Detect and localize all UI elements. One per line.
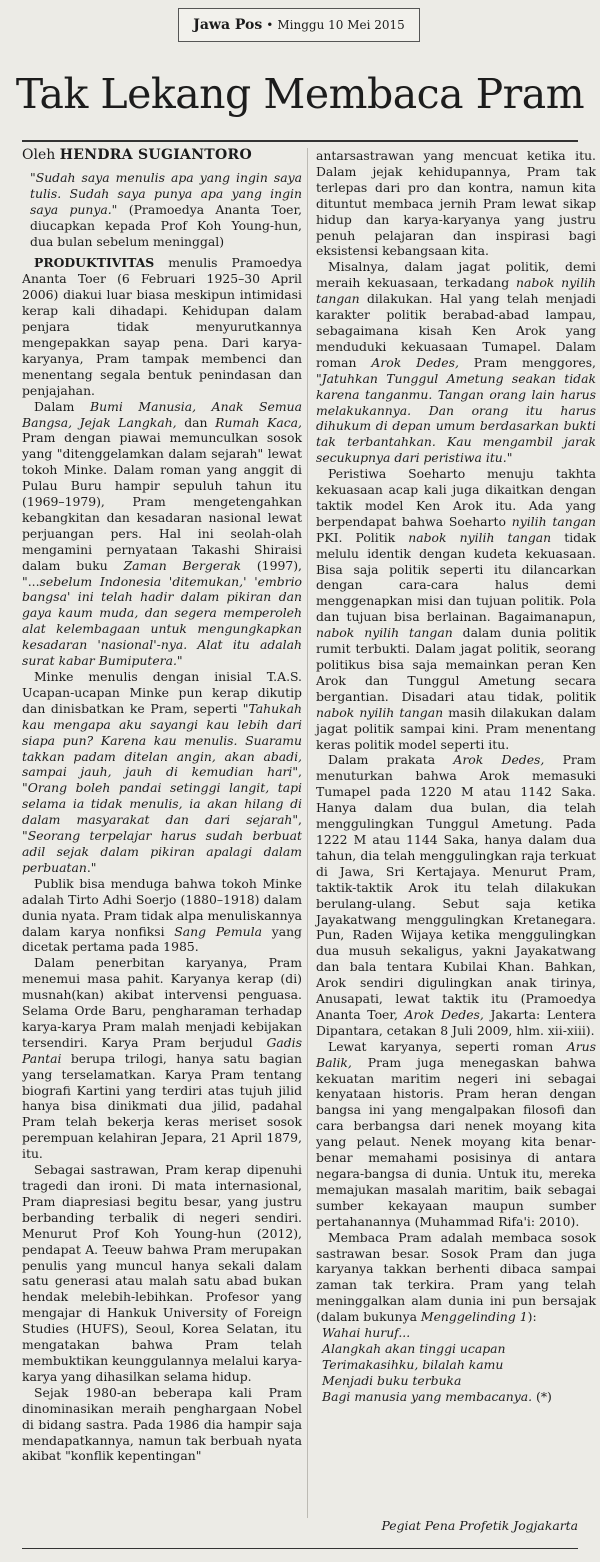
- paragraph-1: [22, 255, 302, 398]
- paragraph-4: [22, 876, 302, 956]
- book-title: Bumi Manusia, Anak Semua Bangsa, Jejak Langkah,: [22, 398, 302, 430]
- column-separator: [307, 148, 308, 1518]
- paragraph-8: [316, 259, 596, 466]
- headline-rule: [22, 140, 578, 142]
- text-run: Lewat karyanya, seperti roman: [328, 1038, 567, 1054]
- poem: [322, 1325, 596, 1405]
- javanese-term: nabok nyilih tangan: [316, 275, 596, 307]
- poem-line: Menjadi buku terbuka: [322, 1372, 462, 1388]
- epigraph-credit: (Pramoedya Ananta Toer, diucapkan kepada Prof Koh Young-hun, dua bulan sebelum meninggal): [30, 201, 302, 249]
- masthead: [178, 8, 420, 42]
- text-run: ", ": [22, 764, 302, 796]
- paragraph-10: [316, 752, 596, 1038]
- paragraph-2: [22, 399, 302, 669]
- poem-line-last: [322, 1389, 596, 1405]
- headline: Tak Lekang Membaca Pram: [15, 70, 585, 118]
- paragraph-5: [22, 955, 302, 1162]
- text-run: Pram menggores, ": [316, 354, 596, 386]
- text-run: dan: [176, 414, 216, 430]
- javanese-term: nyilih tangan: [511, 513, 596, 529]
- text-run: masih dilakukan dalam jagat politik sampai kini. Pram menentang keras politik model seperti itu.: [316, 704, 597, 752]
- text-run: Dalam prakata: [328, 752, 454, 768]
- text-run: ", ": [22, 812, 302, 844]
- quotation: Orang boleh pandai setinggi langit, tapi selama ia tidak menulis, ia akan hilang di dalam masyarakat dan dari sejarah: [22, 780, 302, 828]
- quotation: sebelum Indonesia 'ditemukan,' 'embrio bangsa' ini telah hadir dalam pikiran dan gaya kaum muda, dan segera memperoleh alat kelembagaan untuk mengungkapkan kesadaran 'nasional'-nya. Alat itu adalah surat kabar Bumiputera.": [22, 573, 302, 669]
- text-run: Pram dengan piawai memunculkan sosok yang "ditenggelamkan dalam sejarah" lewat tokoh Minke. Dalam roman yang anggit di Pulau Buru hampir sepuluh tahun itu (1969–1979), Pram mengetengahkan kebangkitan dan kesadaran nasional lewat perjuangan pers. Hal ini seolah-olah mengamini pernyataan Takashi Shiraisi dalam buku: [22, 430, 302, 573]
- quotation: Seorang terpelajar harus sudah berbuat adil sejak dalam pikiran apalagi dalam perbuatan: [22, 828, 302, 875]
- article-column-left: [22, 148, 302, 1464]
- text-run: Peristiwa Soeharto menuju takhta kekuasaan acap kali juga dikaitkan dengan taktik model Ken Arok itu. Ada yang berpendapat bahwa Soeharto: [316, 466, 596, 529]
- text-run: yang dicetak pertama pada 1985.: [22, 923, 302, 955]
- paragraph-12: [316, 1230, 596, 1325]
- text-run: Publik bisa menduga bahwa tokoh Minke adalah Tirto Adhi Soerjo (1880–1918) dalam dunia nyata. Pram tidak alpa menuliskannya dalam karya nonfiksi: [22, 875, 303, 939]
- bottom-rule: [22, 1548, 578, 1549]
- text-run: PKI. Politik: [316, 529, 409, 545]
- book-title: Zaman Bergerak: [123, 557, 241, 573]
- book-title: Rumah Kaca,: [215, 414, 302, 430]
- book-title: Arus Balik,: [316, 1038, 596, 1070]
- text-run: Dalam penerbitan karyanya, Pram menemui masa pahit. Karyanya kerap (di) musnah(kan) akibat intervensi penguasa. Selama Orde Baru, pengharaman terhadap karya-karya Pram malah menjadi kebijakan tersendiri. Karya Pram berjudul: [22, 955, 302, 1050]
- text-run: dilakukan. Hal yang telah menjadi karakter politik berabad-abad lampau, sebagaimana kisah Ken Arok yang menduduki kekuasaan Tumapel. Dalam roman: [316, 291, 596, 370]
- closing-mark: (*): [532, 1388, 552, 1404]
- book-title: Sang Pemula: [174, 923, 262, 939]
- poem-line: Terimakasihku, bilalah kamu: [322, 1356, 504, 1372]
- paragraph-7-continued: antarsastrawan yang mencuat ketika itu. Dalam jejak kehidupannya, Pram tak terlepas dari pro dan kontra, namun kita dituntut membaca jernih Pram lewat sikap hidup dan karya-karyanya yang justru penuh pelajaran dan inspirasi bagi eksistensi kebangsaan kita.: [316, 148, 596, 259]
- poem-line: Wahai huruf...: [322, 1325, 411, 1341]
- text-run: Minke menulis dengan inisial T.A.S. Ucapan-ucapan Minke pun kerap dikutip dan dinisbatkan ke Pram, seperti ": [22, 669, 302, 716]
- paragraph-7: Sejak 1980-an beberapa kali Pram dinominasikan meraih penghargaan Nobel di bidang sastra. Pada 1986 dia hampir saja mendapatkannya, namun tak berbuah nyata akibat "konflik kepentingan": [22, 1384, 302, 1464]
- author-note: Pegiat Pena Profetik Jogjakarta: [381, 1518, 578, 1533]
- paragraph-3: [22, 669, 302, 876]
- book-title: Arok Dedes,: [453, 752, 545, 768]
- javanese-term: nabok nyilih tangan: [316, 704, 444, 720]
- publication-name: Jawa Pos: [193, 17, 263, 33]
- paragraph-9: [316, 466, 596, 752]
- text-run: dalam dunia politik rumit terbukti. Dalam jagat politik, seorang politikus bisa saja memainkan peran Ken Arok dan Tunggul Ametung secara bergantian. Disadari atau tidak, politik: [316, 625, 596, 704]
- poem-line: Bagi manusia yang membacanya.: [322, 1388, 533, 1404]
- text-run: ):: [527, 1309, 537, 1325]
- text-run: Misalnya, dalam jagat politik, demi meraih kekuasaan, terkadang: [316, 259, 596, 291]
- text-run: Membaca Pram adalah membaca sosok sastrawan besar. Sosok Pram dan juga karyanya takkan berhenti dibaca sampai zaman tak terkira. Pram yang telah meninggalkan alam dunia ini pun bersajak (dalam bukunya: [316, 1229, 596, 1325]
- epigraph: [30, 170, 302, 250]
- text-run: ": [506, 450, 513, 466]
- text-run: Jakarta: Lentera Dipantara, cetakan 8 Juli 2009, hlm. xii-xiii).: [316, 1006, 596, 1038]
- text-run: .": [86, 859, 97, 875]
- publication-date: Minggu 10 Mei 2015: [277, 18, 405, 32]
- author-name: HENDRA SUGIANTORO: [59, 147, 252, 163]
- book-title: Arok Dedes,: [371, 354, 459, 370]
- text-run: Dalam: [34, 398, 91, 414]
- byline: [22, 148, 302, 164]
- paragraph-11: [316, 1039, 596, 1230]
- lead-word: PRODUKTIVITAS: [34, 255, 155, 271]
- text-run: Pram menuturkan bahwa Arok memasuki Tumapel pada 1220 M atau 1142 Saka. Hanya dalam dua bulan, dia telah menggulingkan Tunggul Ametung. Pada 1222 M atau 1144 Saka, hanya dalam dua tahun, dia telah menggulingkan raja terkuat di Jawa, Sri Kertajaya. Menurut Pram, taktik-taktik Arok itu telah dilakukan berulang-ulang. Sebut saja ketika Jayakatwang menggulingkan Kretanegara. Pun, Raden Wijaya ketika menggulingkan dua musuh sekaligus, yakni Jayakatwang dan bala tentara Kubilai Khan. Bahkan, Arok sendiri digulingkan anak tirinya, Anusapati, lewat taktik itu (Pramoedya Ananta Toer,: [316, 752, 596, 1022]
- text-run: berupa trilogi, hanya satu bagian yang terselamatkan. Karya Pram tentang biografi Kartini yang terdiri atas tujuh jilid hanya bisa dinikmati dua jilid, padahal Pram telah bekerja keras meriset sosok perempuan kelahiran Jepara, 21 April 1879, itu.: [22, 1050, 302, 1162]
- poem-line: Alangkah akan tinggi ucapan: [322, 1340, 506, 1356]
- book-title: Menggelinding 1: [420, 1309, 528, 1325]
- quotation: Tahukah kau mengapa aku sayangi kau lebih dari siapa pun? Karena kau menulis. Suaramu takkan padam ditelan angin, akan abadi, sampai jauh, jauh di kemudian hari: [22, 700, 302, 780]
- epigraph-quote: "Sudah saya menulis apa yang ingin saya tulis. Sudah saya punya apa yang ingin saya punya.": [30, 169, 302, 217]
- javanese-term: nabok nyilih tangan: [316, 625, 453, 641]
- text-run: (1997), "...: [22, 557, 302, 589]
- book-title: Arok Dedes,: [404, 1006, 484, 1022]
- article-column-right: [316, 148, 596, 1405]
- quotation: Jatuhkan Tunggul Ametung seakan tidak karena tanganmu. Tangan orang lain harus melakukannya. Dan orang itu harus dihukum di depan umum berdasarkan bukti tak terbantahkan. Kau mengambil jarak secukupnya dari peristiwa itu.: [316, 370, 596, 466]
- javanese-term: nabok nyilih tangan: [408, 529, 552, 545]
- masthead-separator: •: [266, 18, 274, 32]
- text-run: tidak melulu identik dengan kudeta kekuasaan. Bisa saja politik seperti itu dilancarkan dengan cara-cara halus demi menggenapkan misi dan tujuan politik. Pola dan tujuan bisa berlainan. Bagaimanapun,: [316, 529, 596, 625]
- book-title: Gadis Pantai: [22, 1034, 302, 1066]
- paragraph-text: menulis Pramoedya Ananta Toer (6 Februari 1925–30 April 2006) diakui luar biasa meskipun intimidasi kerap kali dihadapi. Kehidupan dalam penjara tidak menyurutkannya mengepakkan sayap pena. Dari karya-karyanya, Pram tampak membenci dan menentang segala bentuk penindasan dan penjajahan.: [22, 255, 302, 398]
- paragraph-6: Sebagai sastrawan, Pram kerap dipenuhi tragedi dan ironi. Di mata internasional, Pram diapresiasi begitu besar, yang justru berbanding terbalik di negeri sendiri. Menurut Prof Koh Young-hun (2012), pendapat A. Teeuw bahwa Pram merupakan penulis yang muncul hanya sekali dalam satu generasi atau malah satu abad bukan hendak melebih-lebihkan. Profesor yang mengajar di Hankuk University of Foreign Studies (HUFS), Seoul, Korea Selatan, itu mengatakan bahwa Pram telah membuktikan keunggulannya melalui karya-karya yang dihasilkan selama hidup.: [22, 1162, 302, 1384]
- text-run: Pram juga menegaskan bahwa kekuatan maritim negeri ini sebagai kenyataan historis. Pram heran dengan bangsa ini yang mengalpakan filosofi dan cara berbangsa dari nenek moyang kita yang pelaut. Nenek moyang kita benar-benar memahami posisinya di antara negara-bangsa di dunia. Untuk itu, mereka memajukan masalah maritim, baik sebagai sumber kekayaan maupun sumber pertahanannya (Muhammad Rifa'i: 2010).: [316, 1054, 596, 1229]
- byline-prefix: Oleh: [22, 147, 56, 163]
